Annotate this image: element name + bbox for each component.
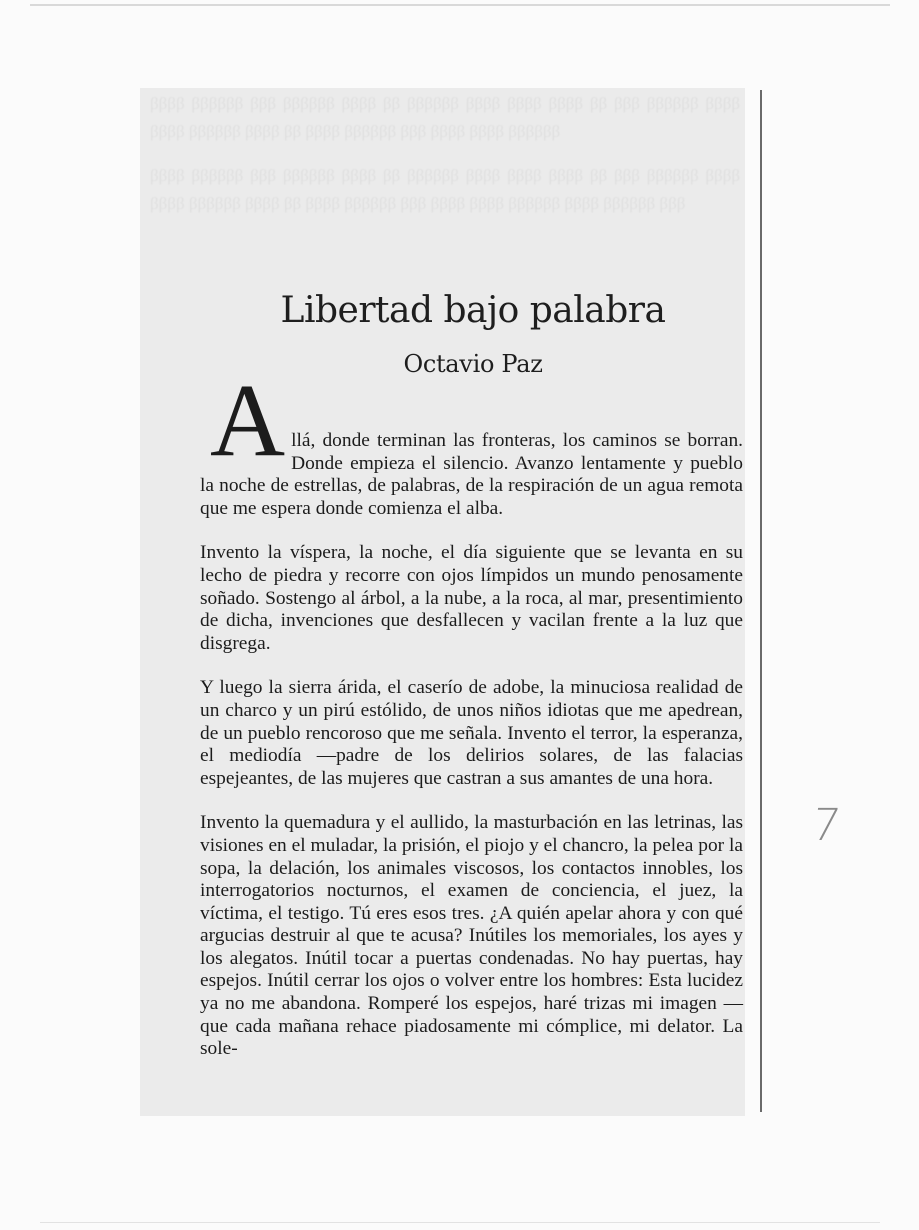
paragraph-3: Y luego la sierra árida, el caserío de adobe, la minuciosa realidad de un charco y un pirú estólido, de unos niños idiotas que me apedrean, de un pueblo rencoroso que me señala. Invento el terror, la esperanza, el mediodía —padre de los delirios solares, de las falacias espejeantes, de las mujeres que castran a sus amantes de una hora. xyxy=(200,677,743,789)
drop-cap: A xyxy=(210,363,286,478)
page-title: Libertad bajo palabra xyxy=(280,290,666,331)
bleed-through-texture: ββββ ββββββ βββ ββββββ ββββ ββ ββββββ ββββ ββββ ββββ ββ βββ ββββββ ββββ ββββ ββββββ ββββ ββ ββββ ββββββ βββ ββββ ββββ ββββββ ββββ ββββββ βββ ββββββ ββββ ββ ββββββ ββββ ββββ ββββ ββ βββ ββββββ ββββ ββββ ββββββ ββββ ββ ββββ ββββββ βββ ββββ ββββ ββββββ ββββ ββββββ βββ xyxy=(150,94,740,213)
scan-edge-bottom xyxy=(40,1222,880,1223)
paragraph-4: Invento la quemadura y el aullido, la masturbación en las letrinas, las visiones en el muladar, la prisión, el piojo y el chancro, la pelea por la sopa, la delación, los animales viscosos, los contactos innobles, los interrogatorios nocturnos, el examen de conciencia, el juez, la víctima, el testigo. Tú eres esos tres. ¿A quién apelar ahora y con qué argucias destruir al que te acusa? Inútiles los memoriales, los ayes y los alegatos. Inútil tocar a puertas condenadas. No hay puertas, hay espejos. Inútil cerrar los ojos o volver entre los hombres: Esta lucidez ya no me abandona. Romperé los espejos, haré trizas mi imagen —que cada mañana rehace piadosamente mi cómplice, mi delator. La sole- xyxy=(200,812,743,1060)
author-name: Octavio Paz xyxy=(403,350,543,378)
paragraph-2: Invento la víspera, la noche, el día siguiente que se levanta en su lecho de piedra y recorre con ojos límpidos un mundo penosamente soñado. Sostengo al árbol, a la nube, a la roca, al mar, presentimiento de dicha, invenciones que desfallecen y vacilan frente a la luz que disgrega. xyxy=(200,542,743,654)
page-number: 7 xyxy=(808,800,844,851)
page-margin-rule xyxy=(760,90,762,1112)
paragraph-1-text: llá, donde terminan las fronteras, los caminos se borran. Donde empieza el silencio. Avanzo lentamente y pueblo la noche de estrellas, de palabras, de la respiración de un agua remota que me espera donde comienza el alba. xyxy=(200,430,743,519)
scan-edge-top xyxy=(30,4,890,6)
